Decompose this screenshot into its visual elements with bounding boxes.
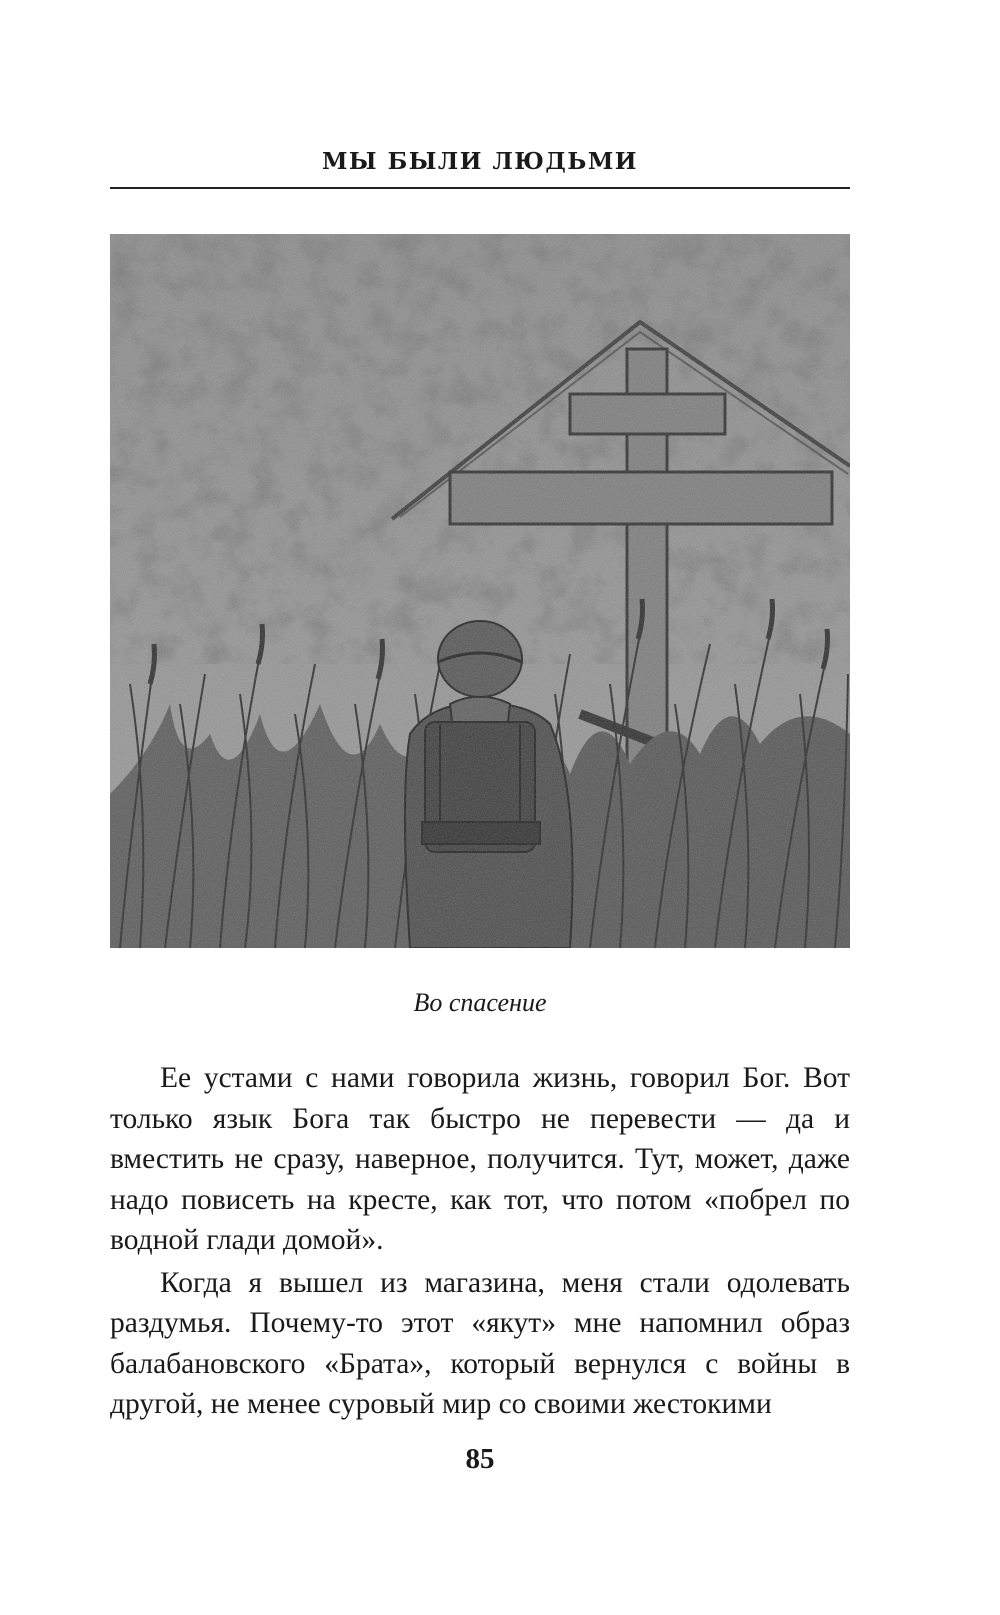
running-header-title: МЫ БЫЛИ ЛЮДЬМИ — [321, 148, 639, 175]
body-text — [110, 1058, 850, 1427]
illustration-soldier-cross — [110, 234, 850, 948]
page-number: 85 — [465, 1443, 495, 1475]
paragraph: Ее устами с нами говорила жизнь, говорил Бог. Вот только язык Бога так быстро не перевести — да и вместить не сразу, наверное, получится. Тут, может, даже надо повисеть на кресте, как тот, что потом «побрел по водной глади домой». — [110, 1062, 850, 1256]
illustration-drawing — [110, 234, 850, 948]
illustration-caption: Во спасение — [413, 988, 547, 1017]
pencil-grain — [110, 234, 850, 948]
header-rule — [110, 187, 850, 189]
paragraph: Когда я вышел из магазина, меня стали одолевать раздумья. Почему-то этот «якут» мне напомнил образ балабановского «Брата», который вернулся с войны в другой, не менее суровый мир со своими жестокими — [110, 1266, 850, 1420]
